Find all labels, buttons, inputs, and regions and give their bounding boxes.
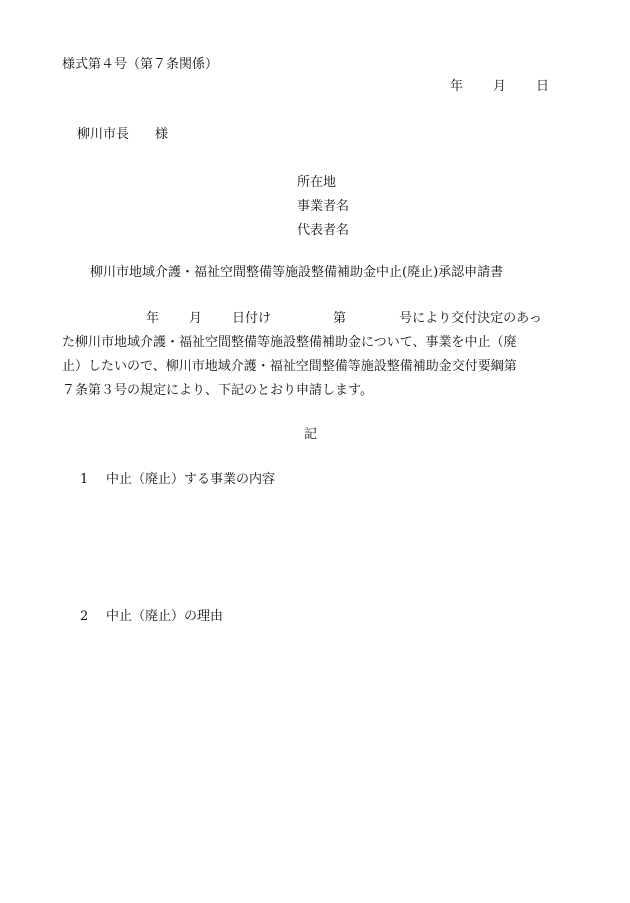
representative-label: 代表者名 bbox=[297, 223, 350, 238]
body-year-label: 年 bbox=[146, 311, 160, 326]
day-label: 日 bbox=[536, 79, 550, 94]
year-label: 年 bbox=[450, 79, 464, 94]
address-label: 所在地 bbox=[297, 175, 337, 190]
body-line-4: ７条第３号の規定により、下記のとおり申請します。 bbox=[62, 383, 373, 398]
item-1-number: 1 bbox=[80, 472, 89, 487]
body-line-1 bbox=[62, 312, 562, 336]
body-dated-label: 日付け bbox=[232, 311, 272, 326]
addressee-name: 柳川市長 bbox=[77, 127, 130, 142]
date-line bbox=[450, 80, 549, 93]
item-1-text: 中止（廃止）する事業の内容 bbox=[106, 472, 276, 487]
body-text bbox=[62, 312, 562, 408]
month-label: 月 bbox=[493, 79, 507, 94]
form-number: 様式第４号（第７条関係） bbox=[62, 57, 219, 72]
addressee bbox=[77, 128, 168, 141]
business-name-label: 事業者名 bbox=[297, 199, 350, 214]
body-month-label: 月 bbox=[189, 311, 203, 326]
body-line-1-continuation: 号により交付決定のあっ bbox=[399, 311, 542, 326]
item-2-number: 2 bbox=[80, 609, 89, 624]
body-line-2: た柳川市地域介護・福祉空間整備等施設整備補助金について、事業を中止（廃 bbox=[62, 335, 517, 350]
item-2 bbox=[80, 610, 223, 623]
body-line-3: 止）したいので、柳川市地域介護・福祉空間整備等施設整備補助金交付要綱第 bbox=[62, 359, 517, 374]
addressee-honorific: 様 bbox=[155, 127, 169, 142]
body-number-prefix: 第 bbox=[333, 311, 347, 326]
item-2-text: 中止（廃止）の理由 bbox=[106, 609, 224, 624]
document-title: 柳川市地域介護・福祉空間整備等施設整備補助金中止(廃止)承認申請書 bbox=[90, 265, 504, 280]
ki-heading: 記 bbox=[304, 427, 318, 442]
applicant-block bbox=[297, 176, 349, 248]
item-1 bbox=[80, 473, 275, 486]
